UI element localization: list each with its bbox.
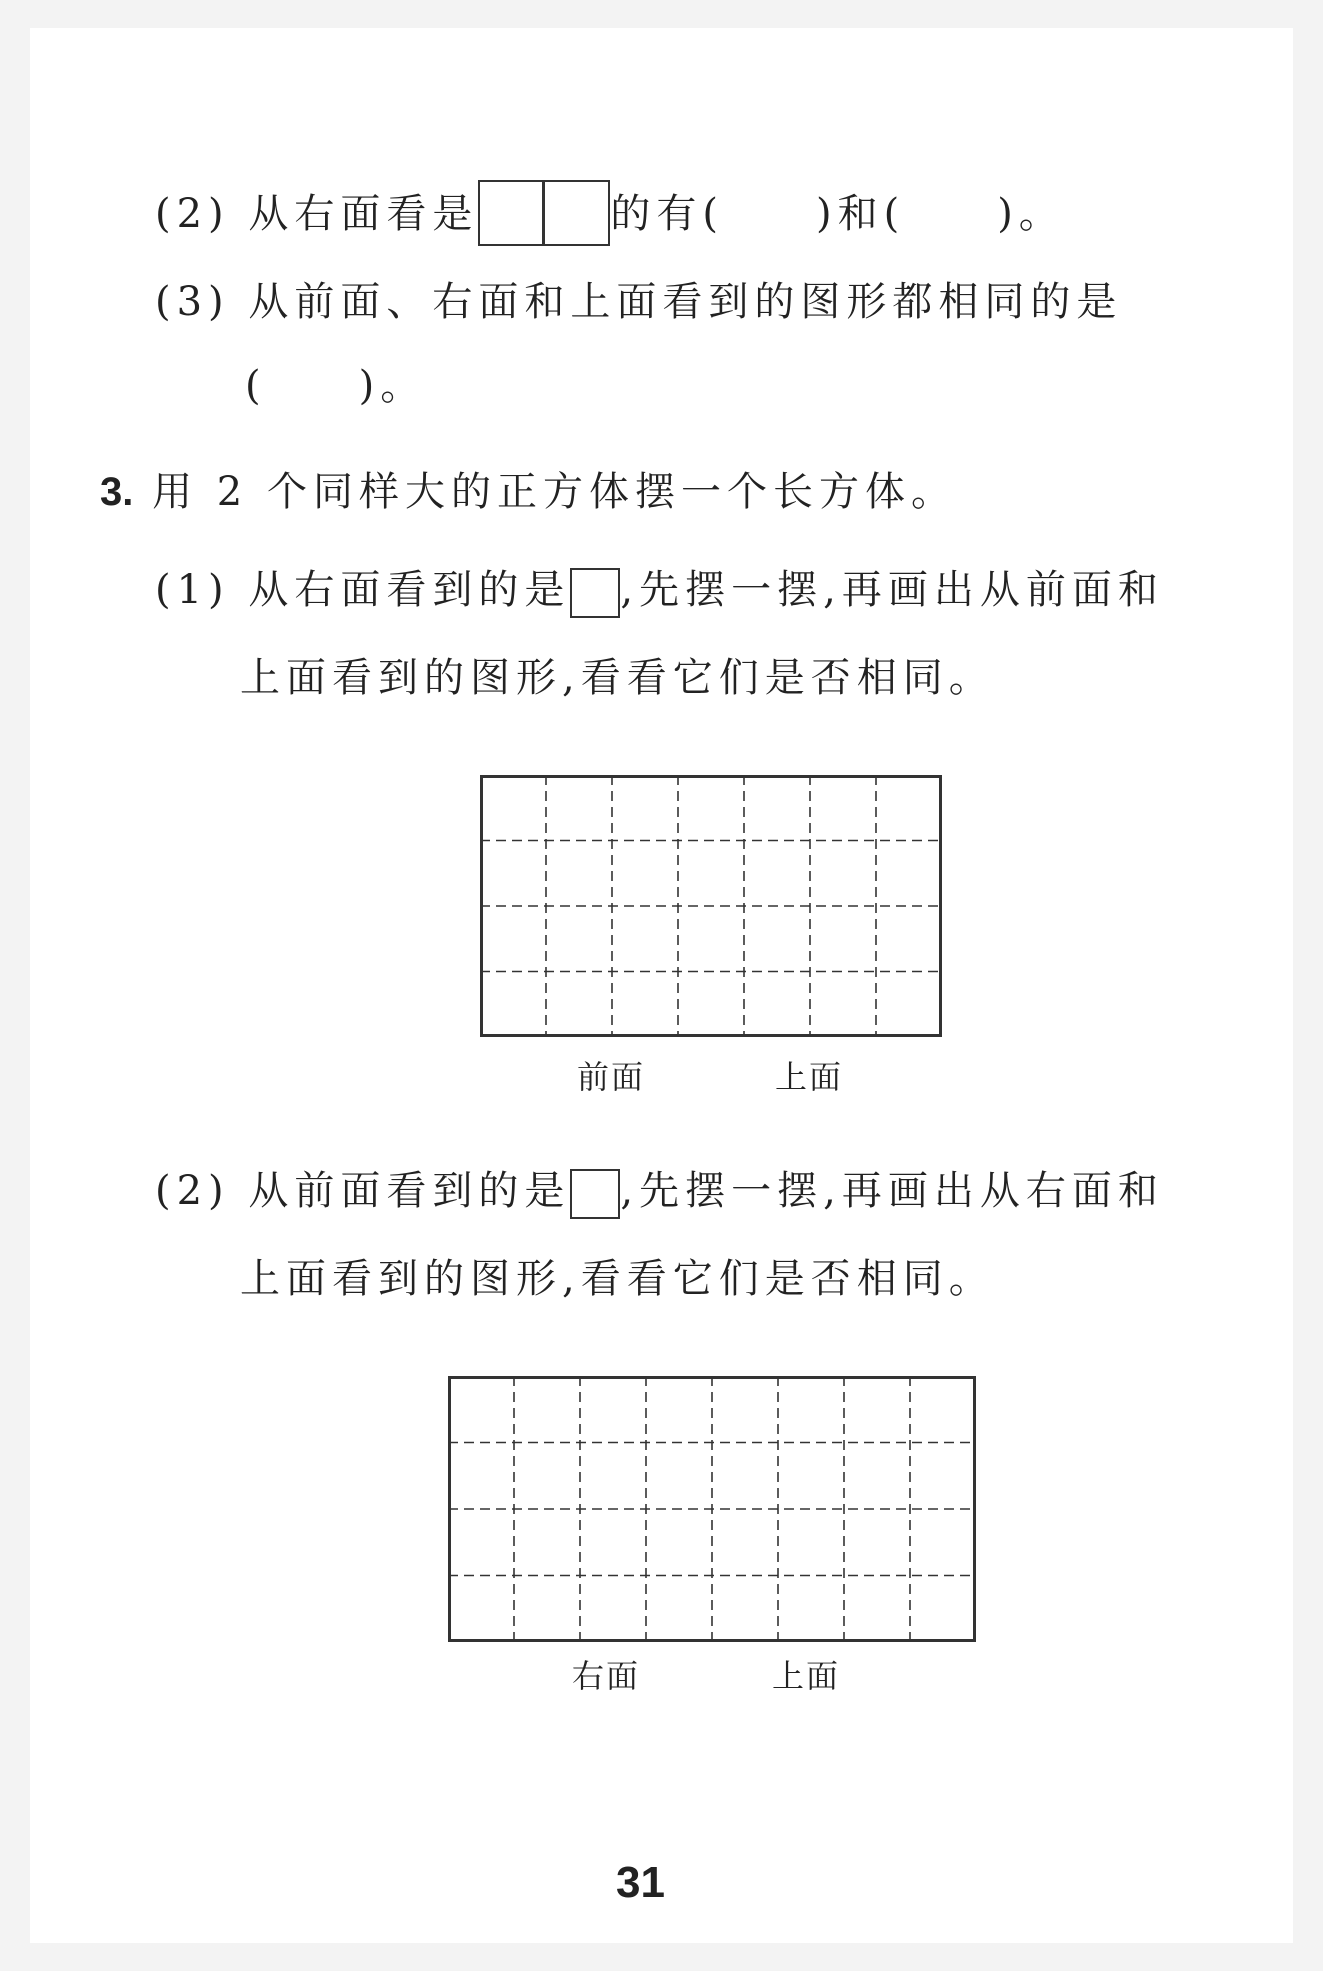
q2-part2-text-after: 的有( )和( )。 [610,191,1065,237]
q2-part3-marker: (3) [155,279,230,325]
q2-part3-answer-blank: ( )。 [245,363,427,409]
q3-part2-marker: (2) [155,1168,230,1214]
two-squares-horizontal-icon [478,180,610,246]
q3-part2-text-before: 从前面看到的是 [248,1168,571,1214]
drawing-grid-2[interactable] [448,1376,976,1642]
q2-part3-text: 从前面、右面和上面看到的图形都相同的是 [248,279,1123,325]
q3-text: 用 2 个同样大的正方体摆一个长方体。 [152,469,957,515]
q3-part1-line [155,566,1164,618]
q2-part3-line [155,278,1122,326]
page-number: 31 [616,1858,665,1907]
drawing-grid-1[interactable] [480,775,942,1037]
grid2-label-right: 右面 [572,1657,641,1695]
single-square-icon [570,568,620,618]
q3-number: 3. [100,470,134,514]
grid2-label-top: 上面 [772,1657,841,1695]
q2-part2-marker: (2) [155,191,230,237]
q2-part2-line [155,184,1065,250]
q3-part1-line2 [240,654,995,702]
q3-part1-line2-text: 上面看到的图形,看看它们是否相同。 [240,655,995,701]
single-square-icon [570,1169,620,1219]
q3-part2-line2 [240,1255,995,1303]
q3-part2-text-after: ,先摆一摆,再画出从右面和 [620,1168,1164,1214]
grid1-label-front: 前面 [577,1058,646,1096]
q3-part1-text-before: 从右面看到的是 [248,567,571,613]
q3-heading [100,468,957,516]
q3-part1-marker: (1) [155,567,230,613]
q2-part2-text-before: 从右面看是 [248,191,479,237]
grid1-label-top: 上面 [775,1058,844,1096]
q2-part3-answer-line [245,362,426,410]
q3-part2-line2-text: 上面看到的图形,看看它们是否相同。 [240,1256,995,1302]
q3-part1-text-after: ,先摆一摆,再画出从前面和 [620,567,1164,613]
q3-part2-line [155,1167,1164,1219]
